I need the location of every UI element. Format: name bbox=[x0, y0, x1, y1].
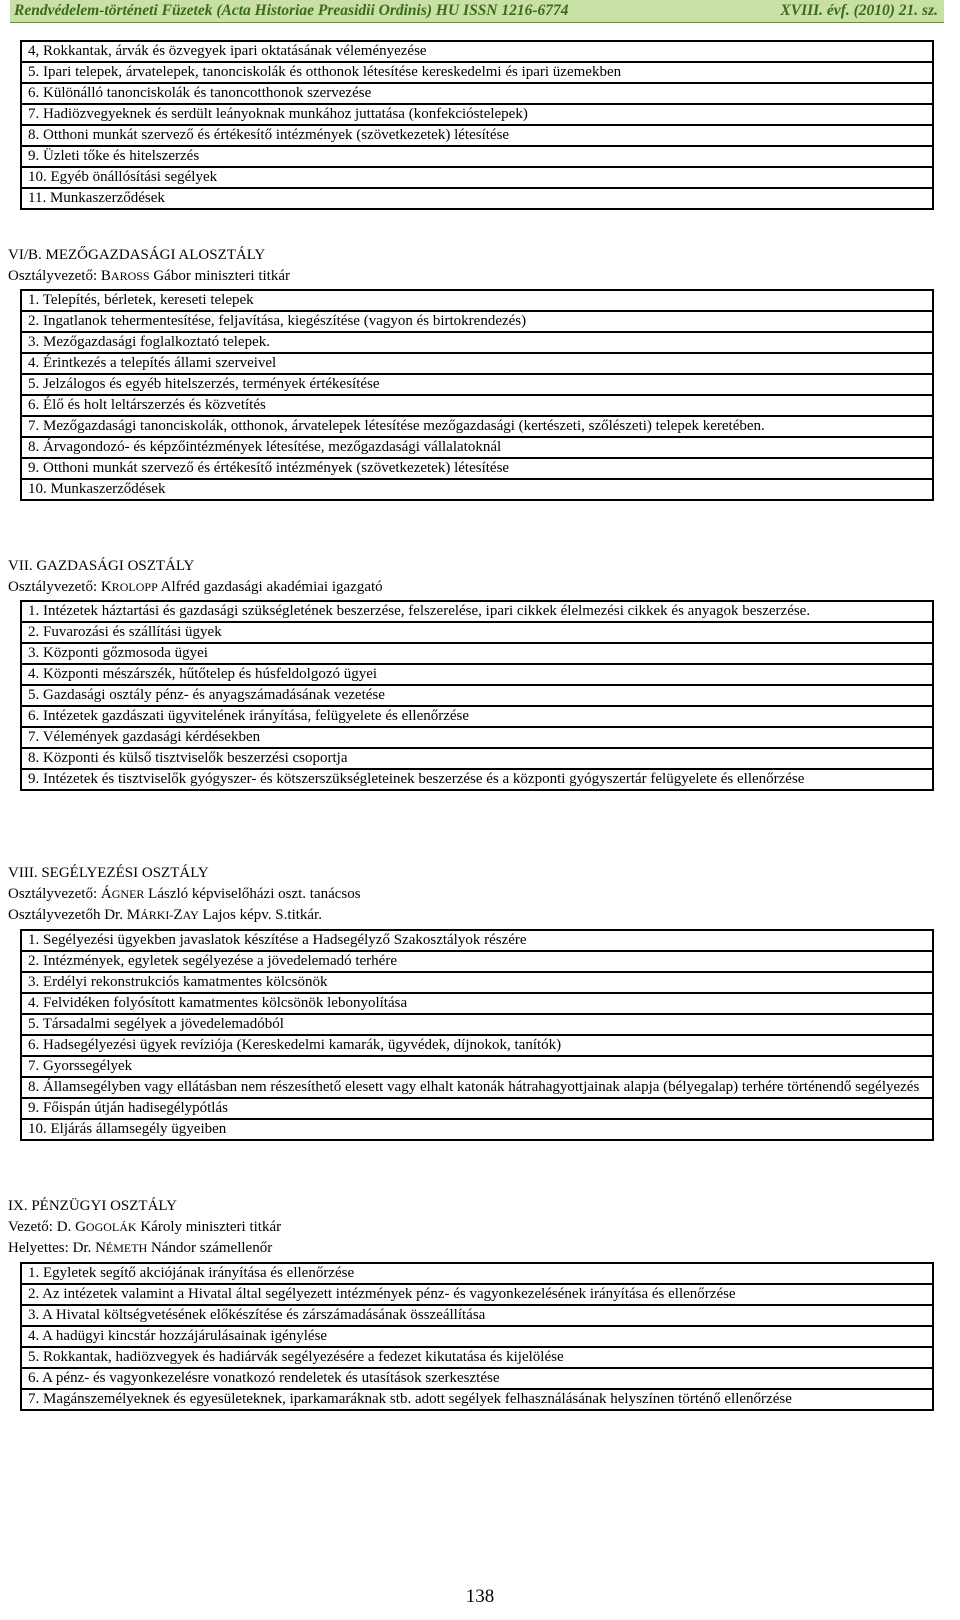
table-row bbox=[21, 1014, 933, 1035]
table-row bbox=[21, 748, 933, 769]
row-text: 3. Erdélyi rekonstrukciós kamatmentes kölcsönök bbox=[28, 974, 328, 990]
section-head-vii: Osztályvezető: KROLOPP Alfréd gazdasági akadémiai igazgató bbox=[8, 579, 383, 595]
row-text: 1. Telepítés, bérletek, kereseti telepek bbox=[28, 292, 254, 308]
table-row bbox=[21, 416, 933, 437]
table-row bbox=[21, 125, 933, 146]
table-row bbox=[21, 1284, 933, 1305]
table-row bbox=[21, 993, 933, 1014]
journal-issue: XVIII. évf. (2010) 21. sz. bbox=[780, 2, 938, 19]
table-cell bbox=[21, 972, 933, 993]
table-cell bbox=[21, 146, 933, 167]
table-cell bbox=[21, 1368, 933, 1389]
row-text: 3. Mezőgazdasági foglalkoztató telepek. bbox=[28, 334, 270, 350]
row-text: 6. A pénz- és vagyonkezelésre vonatkozó rendeletek és utasítások szerkesztése bbox=[28, 1370, 500, 1386]
table-row bbox=[21, 1056, 933, 1077]
table-row bbox=[21, 972, 933, 993]
row-text: 7. Hadiözvegyeknek és serdült leányoknak munkához juttatása (konfekcióstelepek) bbox=[28, 106, 528, 122]
row-text: 6. Élő és holt leltárszerzés és közvetítés bbox=[28, 397, 266, 413]
table-cell bbox=[21, 1014, 933, 1035]
row-text: 9. Intézetek és tisztviselők gyógyszer- és kötszerszükségleteinek beszerzése és a központi gyógyszertár felügyelete és ellenőrzése bbox=[28, 771, 805, 787]
table-row bbox=[21, 1389, 933, 1410]
row-text: 2. Fuvarozási és szállítási ügyek bbox=[28, 624, 222, 640]
table-row bbox=[21, 332, 933, 353]
section-head-ix: Vezető: D. GOGOLÁK Károly miniszteri titkár bbox=[8, 1219, 282, 1235]
row-text: 1. Segélyezési ügyekben javaslatok készítése a Hadsegélyző Szakosztályok részére bbox=[28, 932, 527, 948]
table-row bbox=[21, 1305, 933, 1326]
row-text: 6. Különálló tanonciskolák és tanoncotthonok szervezése bbox=[28, 85, 372, 101]
row-text: 4. A hadügyi kincstár hozzájárulásainak igénylése bbox=[28, 1328, 328, 1344]
row-text: 9. Otthoni munkát szervező és értékesítő intézmények (szövetkezetek) létesítése bbox=[28, 460, 510, 476]
row-text: 7. Vélemények gazdasági kérdésekben bbox=[28, 729, 261, 745]
table-cell bbox=[21, 374, 933, 395]
table-cell bbox=[21, 622, 933, 643]
table-cell bbox=[21, 416, 933, 437]
table-cell bbox=[21, 167, 933, 188]
table-row bbox=[21, 1119, 933, 1140]
table-row bbox=[21, 1035, 933, 1056]
table-row bbox=[21, 104, 933, 125]
table-cell bbox=[21, 62, 933, 83]
table-row bbox=[21, 188, 933, 209]
table-cell bbox=[21, 395, 933, 416]
journal-header bbox=[10, 0, 944, 23]
table-row bbox=[21, 1077, 933, 1098]
table-row bbox=[21, 437, 933, 458]
table-vib bbox=[20, 289, 934, 501]
section-head-viii: Osztályvezető: ÁGNER László képviselőházi oszt. tanácsos bbox=[8, 886, 361, 902]
table-row bbox=[21, 41, 933, 62]
table-row bbox=[21, 353, 933, 374]
row-text: 6. Intézetek gazdászati ügyvitelének irányítása, felügyelete és ellenőrzése bbox=[28, 708, 470, 724]
table-row bbox=[21, 706, 933, 727]
table-cell bbox=[21, 951, 933, 972]
table-row bbox=[21, 601, 933, 622]
row-text: 9. Üzleti tőke és hitelszerzés bbox=[28, 148, 200, 164]
table-cell bbox=[21, 1077, 933, 1098]
table-row bbox=[21, 685, 933, 706]
row-text: 4. Központi mészárszék, hűtőtelep és húsfeldolgozó ügyei bbox=[28, 666, 378, 682]
section-title-vib: VI/B. MEZŐGAZDASÁGI ALOSZTÁLY bbox=[8, 247, 266, 263]
table-cell bbox=[21, 332, 933, 353]
row-text: 6. Hadsegélyezési ügyek revíziója (Kereskedelmi kamarák, ügyvédek, díjnokok, tanítók) bbox=[28, 1037, 562, 1053]
table-continued bbox=[20, 40, 934, 210]
table-row bbox=[21, 1326, 933, 1347]
table-row bbox=[21, 479, 933, 500]
table-row bbox=[21, 643, 933, 664]
table-cell bbox=[21, 685, 933, 706]
table-cell bbox=[21, 290, 933, 311]
table-row bbox=[21, 622, 933, 643]
row-text: 8. Központi és külső tisztviselők beszerzési csoportja bbox=[28, 750, 348, 766]
row-text: 5. Jelzálogos és egyéb hitelszerzés, termények értékesítése bbox=[28, 376, 380, 392]
table-row bbox=[21, 83, 933, 104]
row-text: 2. Intézmények, egyletek segélyezése a jövedelemadó terhére bbox=[28, 953, 397, 969]
table-cell bbox=[21, 1056, 933, 1077]
row-text: 7. Gyorssegélyek bbox=[28, 1058, 133, 1074]
table-cell bbox=[21, 1035, 933, 1056]
row-text: 2. Ingatlanok tehermentesítése, feljavítása, kiegészítése (vagyon és birtokrendezés) bbox=[28, 313, 527, 329]
row-text: 3. Központi gőzmosoda ügyei bbox=[28, 645, 208, 661]
table-cell bbox=[21, 706, 933, 727]
table-cell bbox=[21, 1347, 933, 1368]
row-text: 5. Rokkantak, hadiözvegyek és hadiárvák segélyezésére a fedezet kikutatása és kijelölése bbox=[28, 1349, 564, 1365]
table-row bbox=[21, 167, 933, 188]
row-text: 3. A Hivatal költségvetésének előkészítése és zárszámadásának összeállítása bbox=[28, 1307, 486, 1323]
table-cell bbox=[21, 104, 933, 125]
row-text: 5. Ipari telepek, árvatelepek, tanonciskolák és otthonok létesítése kereskedelmi és ipari üzemekben bbox=[28, 64, 622, 80]
table-vii bbox=[20, 600, 934, 791]
table-cell bbox=[21, 41, 933, 62]
row-text: 4. Érintkezés a telepítés állami szerveivel bbox=[28, 355, 277, 371]
table-cell bbox=[21, 769, 933, 790]
table-ix bbox=[20, 1262, 934, 1411]
page-number: 138 bbox=[465, 1586, 495, 1607]
table-cell bbox=[21, 664, 933, 685]
section-deputy-ix: Helyettes: Dr. NÉMETH Nándor számellenőr bbox=[8, 1240, 273, 1256]
table-row bbox=[21, 290, 933, 311]
row-text: 7. Magánszemélyeknek és egyesületeknek, iparkamaráknak stb. adott segélyek felhasználásának helyszínen történő ellenőrzése bbox=[28, 1391, 792, 1407]
table-cell bbox=[21, 748, 933, 769]
table-row bbox=[21, 1347, 933, 1368]
row-text: 5. Gazdasági osztály pénz- és anyagszámadásának vezetése bbox=[28, 687, 385, 703]
table-cell bbox=[21, 1326, 933, 1347]
table-row bbox=[21, 458, 933, 479]
row-text: 10. Egyéb önállósítási segélyek bbox=[28, 169, 218, 185]
table-cell bbox=[21, 643, 933, 664]
section-title-vii: VII. GAZDASÁGI OSZTÁLY bbox=[8, 558, 195, 574]
row-text: 2. Az intézetek valamint a Hivatal által segélyezett intézmények pénz- és vagyonkezelésének irányítása és ellenőrzése bbox=[28, 1286, 736, 1302]
table-cell bbox=[21, 479, 933, 500]
table-row bbox=[21, 311, 933, 332]
journal-title: Rendvédelem-történeti Füzetek (Acta Historiae Preasidii Ordinis) HU ISSN 1216-6774 bbox=[14, 2, 569, 19]
row-text: 10. Eljárás államsegély ügyeiben bbox=[28, 1121, 227, 1137]
table-row bbox=[21, 146, 933, 167]
row-text: 8. Államsegélyben vagy ellátásban nem részesíthető elesett vagy elhalt katonák hátrahagyottjainak alapja (bélyegalap) terhére történendő segélyezés bbox=[28, 1079, 920, 1095]
table-cell bbox=[21, 1389, 933, 1410]
row-text: 11. Munkaszerződések bbox=[28, 190, 165, 206]
table-row bbox=[21, 1368, 933, 1389]
table-cell bbox=[21, 125, 933, 146]
table-cell bbox=[21, 1305, 933, 1326]
table-row bbox=[21, 395, 933, 416]
row-text: 4. Felvidéken folyósított kamatmentes kölcsönök lebonyolítása bbox=[28, 995, 408, 1011]
table-row bbox=[21, 930, 933, 951]
table-cell bbox=[21, 353, 933, 374]
table-row bbox=[21, 1098, 933, 1119]
row-text: 7. Mezőgazdasági tanonciskolák, otthonok, árvatelepek létesítése mezőgazdasági (kertészeti, szőlészeti) telepek keretében. bbox=[28, 418, 765, 434]
table-cell bbox=[21, 1284, 933, 1305]
table-cell bbox=[21, 437, 933, 458]
table-cell bbox=[21, 188, 933, 209]
table-cell bbox=[21, 83, 933, 104]
row-text: 9. Főispán útján hadisegélypótlás bbox=[28, 1100, 228, 1116]
table-cell bbox=[21, 727, 933, 748]
section-head-vib: Osztályvezető: BAROSS Gábor miniszteri titkár bbox=[8, 268, 290, 284]
table-row bbox=[21, 1263, 933, 1284]
table-cell bbox=[21, 458, 933, 479]
section-title-ix: IX. PÉNZÜGYI OSZTÁLY bbox=[8, 1198, 177, 1214]
row-text: 1. Egyletek segítő akciójának irányítása és ellenőrzése bbox=[28, 1265, 355, 1281]
table-cell bbox=[21, 1263, 933, 1284]
table-cell bbox=[21, 311, 933, 332]
table-row bbox=[21, 374, 933, 395]
table-cell bbox=[21, 1098, 933, 1119]
row-text: 4, Rokkantak, árvák és özvegyek ipari oktatásának véleményezése bbox=[28, 43, 427, 59]
row-text: 8. Otthoni munkát szervező és értékesítő intézmények (szövetkezetek) létesítése bbox=[28, 127, 510, 143]
table-cell bbox=[21, 601, 933, 622]
section-deputy-viii: Osztályvezetőh Dr. MÁRKI-ZAY Lajos képv. S.titkár. bbox=[8, 907, 322, 923]
row-text: 1. Intézetek háztartási és gazdasági szükségletének beszerzése, felszerelése, ipari cikkek élelmezési cikkek és anyagok beszerzése. bbox=[28, 603, 811, 619]
table-row bbox=[21, 951, 933, 972]
table-row bbox=[21, 664, 933, 685]
row-text: 5. Társadalmi segélyek a jövedelemadóból bbox=[28, 1016, 284, 1032]
table-cell bbox=[21, 993, 933, 1014]
table-cell bbox=[21, 1119, 933, 1140]
table-viii bbox=[20, 929, 934, 1141]
table-cell bbox=[21, 930, 933, 951]
section-title-viii: VIII. SEGÉLYEZÉSI OSZTÁLY bbox=[8, 865, 209, 881]
table-row bbox=[21, 62, 933, 83]
table-row bbox=[21, 727, 933, 748]
table-row bbox=[21, 769, 933, 790]
row-text: 8. Árvagondozó- és képzőintézmények létesítése, mezőgazdasági vállalatoknál bbox=[28, 439, 502, 455]
row-text: 10. Munkaszerződések bbox=[28, 481, 166, 497]
